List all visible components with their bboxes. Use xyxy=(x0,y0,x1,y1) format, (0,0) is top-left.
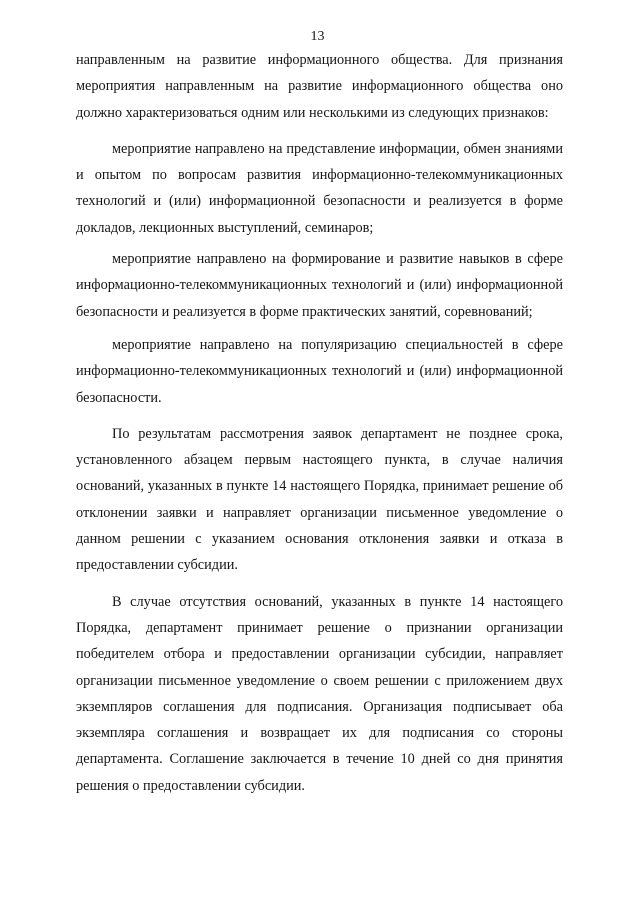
paragraph-approval: В случае отсутствия оснований, указанных в пункте 14 настоящего Порядка, департамент принимает решение о признании организации победителем отбора и предоставлении организации субсидии, направляет организации письменное уведомление о своем решении с приложением двух экземпляров соглашения для подписания. Организация подписывает оба экземпляра соглашения и возвращает их для подписания со стороны департамента. Соглашение заключается в течение 10 дней со дня принятия решения о предоставлении субсидии. xyxy=(76,593,563,794)
document-body xyxy=(76,47,563,799)
page-number: 13 xyxy=(310,29,325,44)
paragraph-criterion-3: мероприятие направлено на популяризацию специальностей в сфере информационно-телекоммуникационных технологий и (или) информационной безопасности. xyxy=(76,336,563,406)
paragraph-criterion-1: мероприятие направлено на представление информации, обмен знаниями и опытом по вопросам развития информационно-телекоммуникационных технологий и (или) информационной безопасности и реализуется в форме докладов, лекционных выступлений, семинаров; xyxy=(76,140,563,236)
paragraph-intro: направленным на развитие информационного общества. Для признания мероприятия направленным на развитие информационного общества оно должно характеризоваться одним или несколькими из следующих признаков: xyxy=(76,52,563,121)
paragraph-rejection: По результатам рассмотрения заявок департамент не позднее срока, установленного абзацем первым настоящего пункта, в случае наличия оснований, указанных в пункте 14 настоящего Порядка, принимает решение об отклонении заявки и направляет организации письменное уведомление о данном решении с указанием основания отклонения заявки и отказа в предоставлении субсидии. xyxy=(76,425,563,574)
paragraph-criterion-2: мероприятие направлено на формирование и развитие навыков в сфере информационно-телекоммуникационных технологий и (или) информационной безопасности и реализуется в форме практических занятий, соревнований; xyxy=(76,251,563,320)
